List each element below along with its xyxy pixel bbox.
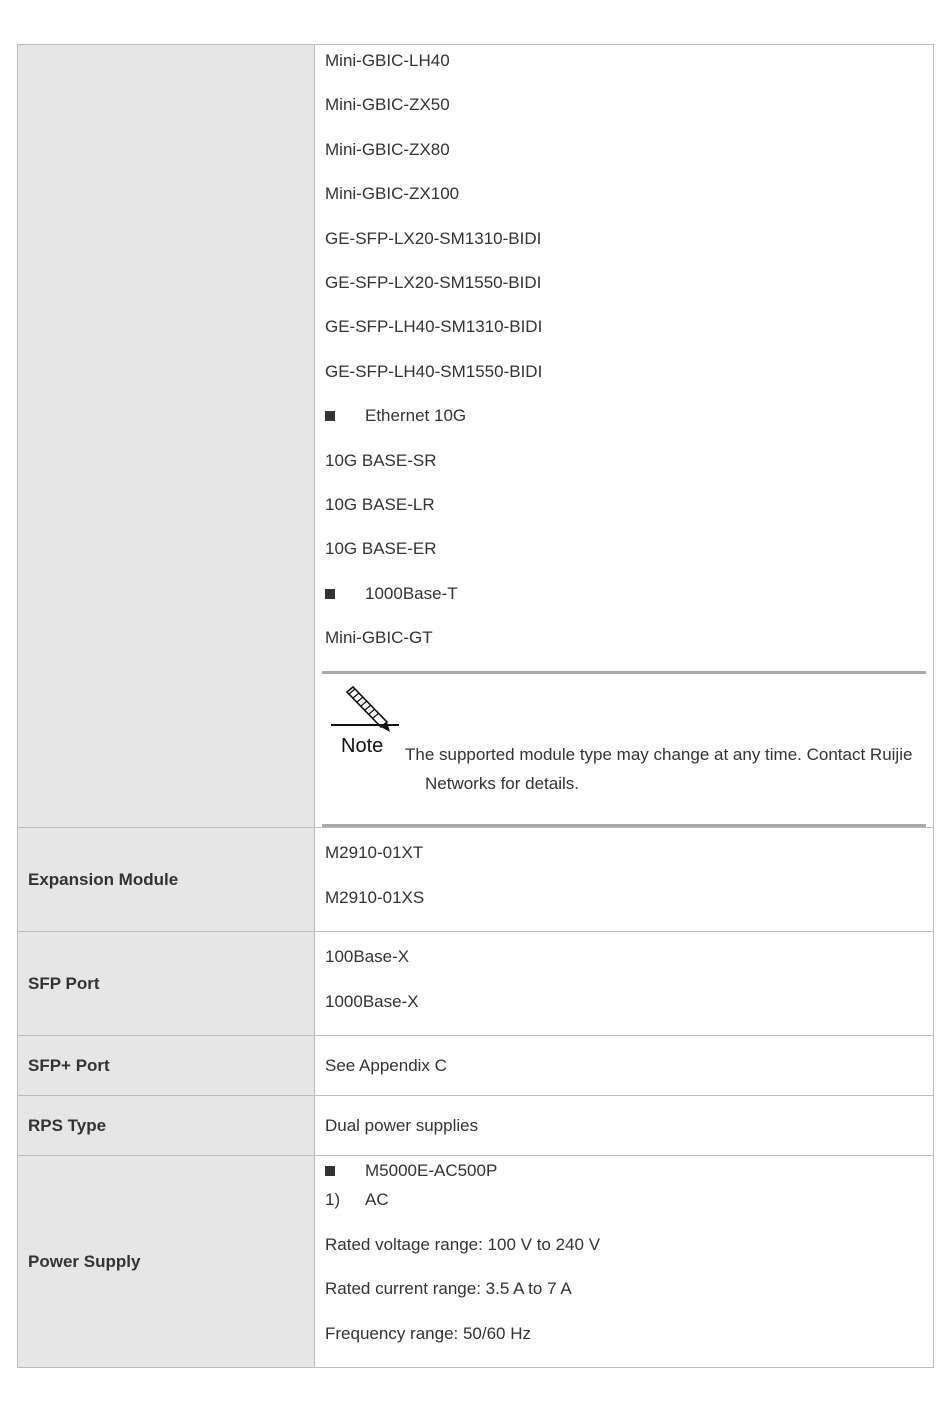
bullet-item-1000base-t: 1000Base-T — [325, 583, 923, 627]
list-item: Frequency range: 50/60 Hz — [325, 1323, 532, 1343]
square-bullet-icon — [325, 589, 335, 599]
table-row-rps-type — [18, 1096, 934, 1156]
row-value-expansion-module — [315, 828, 934, 932]
row-label-sfp-plus-port: SFP+ Port — [18, 1036, 315, 1096]
row-label-expansion-module: Expansion Module — [18, 828, 315, 932]
list-item: Mini-GBIC-LH40 — [325, 51, 450, 70]
square-bullet-icon — [325, 1166, 335, 1176]
table-row-sfp-plus-port — [18, 1036, 934, 1096]
list-item: Rated voltage range: 100 V to 240 V — [325, 1234, 601, 1254]
list-item: Mini-GBIC-ZX100 — [325, 184, 460, 204]
note-icon-label: Note — [341, 735, 384, 758]
list-item: M2910-01XS — [325, 887, 425, 907]
table-row-power-supply — [18, 1156, 934, 1368]
row-value-power-supply — [315, 1156, 934, 1368]
list-item: 100Base-X — [325, 947, 410, 967]
list-item: Mini-GBIC-ZX50 — [325, 95, 450, 115]
row-label-empty — [18, 45, 315, 828]
note-pencil-icon — [331, 684, 401, 764]
list-item: Dual power supplies — [325, 1115, 479, 1135]
list-item: 10G BASE-LR — [325, 494, 435, 514]
table-row-modules — [18, 45, 934, 828]
specification-table — [17, 44, 934, 1368]
note-box — [322, 671, 926, 827]
row-value-sfp-port — [315, 932, 934, 1036]
row-value-rps-type — [315, 1096, 934, 1156]
row-value-sfp-plus-port — [315, 1036, 934, 1096]
table-row-expansion-module — [18, 828, 934, 932]
list-item: 10G BASE-ER — [325, 539, 437, 559]
row-label-rps-type: RPS Type — [18, 1096, 315, 1156]
bullet-item-ethernet: Ethernet 10G — [325, 405, 923, 449]
row-value-modules — [315, 45, 934, 828]
note-text: The supported module type may change at any time. Contact Ruijie Networks for details. — [405, 745, 913, 794]
list-item: M2910-01XT — [325, 843, 424, 863]
table-row-sfp-port — [18, 932, 934, 1036]
list-item: Rated current range: 3.5 A to 7 A — [325, 1279, 572, 1299]
row-label-sfp-port: SFP Port — [18, 932, 315, 1036]
list-item: GE-SFP-LX20-SM1310-BIDI — [325, 228, 542, 248]
list-item: See Appendix C — [325, 1055, 447, 1075]
list-item: GE-SFP-LX20-SM1550-BIDI — [325, 272, 542, 292]
numbered-item-ac: 1) AC — [325, 1190, 389, 1210]
square-bullet-icon — [325, 411, 335, 421]
row-label-power-supply: Power Supply — [18, 1156, 315, 1368]
list-item: 10G BASE-SR — [325, 450, 437, 470]
list-item: Mini-GBIC-GT — [325, 628, 433, 648]
list-item: Mini-GBIC-ZX80 — [325, 139, 450, 159]
bullet-item-m5000e: M5000E-AC500P — [325, 1160, 923, 1189]
list-item: GE-SFP-LH40-SM1550-BIDI — [325, 361, 543, 381]
module-list — [315, 45, 933, 671]
list-item: GE-SFP-LH40-SM1310-BIDI — [325, 317, 543, 337]
list-item: 1000Base-X — [325, 991, 419, 1011]
